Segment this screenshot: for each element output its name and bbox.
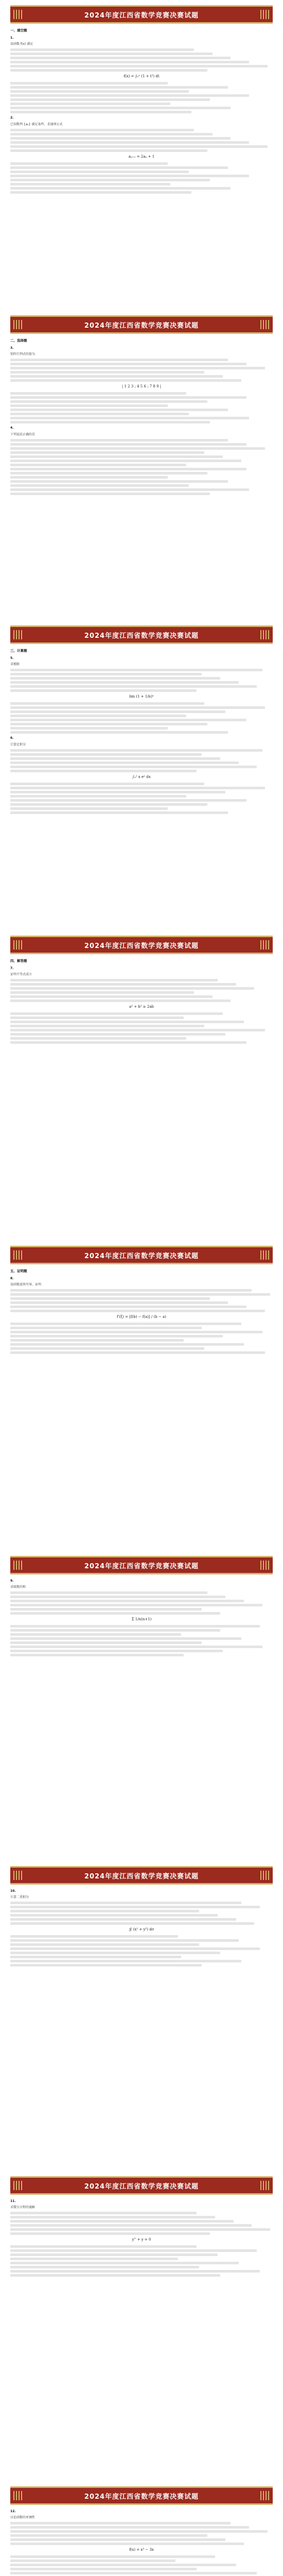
text-line: [10, 2224, 252, 2227]
exam-section: [10, 1556, 273, 1859]
question-text: 计算定积分: [10, 742, 26, 747]
text-line: [10, 1293, 270, 1296]
section-heading: 三、计算题: [10, 649, 27, 653]
question-text: 讨论函数的单调性: [10, 2516, 36, 2520]
question-label: 8.: [10, 1277, 14, 1281]
text-line: [10, 669, 262, 671]
question-label: 3.: [10, 346, 14, 350]
formula: | 1 2 3 ; 4 5 6 ; 7 8 9 |: [121, 384, 162, 389]
text-line: [10, 677, 220, 680]
text-line: [10, 979, 218, 981]
exam-section: [10, 5, 273, 308]
text-line: [10, 162, 168, 165]
text-line: [10, 1289, 252, 1292]
text-line: [10, 706, 265, 709]
text-line: [10, 1922, 254, 1925]
text-line: [10, 141, 249, 144]
formula: ∫₀¹ x eˣ dx: [132, 774, 151, 779]
text-line: [10, 2258, 178, 2260]
section-heading: 五、证明题: [10, 1269, 27, 1273]
text-line: [10, 995, 213, 998]
text-line: [10, 392, 186, 395]
section-banner: [10, 315, 273, 334]
text-line: [10, 753, 202, 756]
text-line: [10, 1327, 202, 1329]
section-banner: [10, 1866, 273, 1885]
text-line: [10, 1956, 181, 1958]
text-line: [10, 421, 210, 423]
banner-title: 2024年度江西省数学竞赛决赛试题: [84, 2493, 199, 2501]
text-line: [10, 1641, 202, 1644]
text-line: [10, 464, 186, 466]
formula: aₙ₊₁ = 2aₙ + 1: [128, 154, 155, 159]
text-line: [10, 2212, 197, 2214]
text-line: [10, 451, 204, 454]
text-line: [10, 983, 236, 986]
text-line: [10, 396, 246, 399]
banner-title: 2024年度江西省数学竞赛决赛试题: [84, 1562, 199, 1570]
text-line: [10, 1943, 199, 1946]
text-line: [10, 1906, 260, 1908]
section-heading: 二、选择题: [10, 338, 27, 343]
text-line: [10, 2530, 268, 2533]
text-line: [10, 1339, 184, 1342]
text-line: [10, 1012, 223, 1015]
text-line: [10, 1297, 210, 1300]
question-label: 2.: [10, 116, 14, 120]
section-banner: [10, 2176, 273, 2195]
question-label: 4.: [10, 426, 14, 430]
text-line: [10, 363, 246, 365]
text-line: [10, 2560, 175, 2562]
question-label: 1.: [10, 36, 14, 40]
text-line: [10, 98, 210, 101]
text-line: [10, 731, 228, 734]
section-content: [10, 1579, 273, 1656]
text-line: [10, 770, 197, 772]
text-line: [10, 472, 207, 474]
text-line: [10, 1016, 184, 1019]
text-line: [10, 723, 207, 725]
text-line: [10, 766, 257, 768]
text-line: [10, 493, 210, 495]
text-line: [10, 145, 268, 148]
text-line: [10, 1964, 202, 1967]
text-line: [10, 2538, 225, 2541]
question-text: 求级数的和: [10, 1585, 26, 1589]
text-line: [10, 367, 265, 369]
section-content: [10, 2509, 273, 2576]
text-line: [10, 1939, 239, 1942]
text-line: [10, 488, 249, 491]
text-line: [10, 710, 225, 713]
text-line: [10, 484, 189, 487]
text-line: [10, 476, 168, 479]
text-line: [10, 171, 189, 173]
text-line: [10, 1600, 244, 1602]
question-text: 求极限: [10, 663, 20, 667]
text-line: [10, 1596, 225, 1598]
text-line: [10, 1331, 262, 1333]
text-line: [10, 82, 168, 84]
question-text: 证明不等式成立: [10, 973, 32, 977]
text-line: [10, 90, 189, 93]
section-content: [10, 1268, 273, 1354]
text-line: [10, 1646, 262, 1648]
text-line: [10, 2253, 218, 2256]
text-line: [10, 129, 194, 131]
text-line: [10, 2216, 215, 2218]
text-line: [10, 1608, 202, 1611]
section-banner: [10, 2486, 273, 2505]
text-line: [10, 991, 194, 994]
formula: Σ 1/n(n+1): [131, 1617, 152, 1622]
question-label: 7.: [10, 967, 14, 971]
text-line: [10, 2270, 260, 2273]
text-line: [10, 359, 228, 361]
text-line: [10, 1029, 265, 1031]
text-line: [10, 191, 191, 194]
section-heading: 四、解答题: [10, 959, 27, 963]
text-line: [10, 2245, 197, 2248]
section-heading: 一、填空题: [10, 28, 27, 32]
banner-title: 2024年度江西省数学竞赛决赛试题: [84, 2182, 199, 2191]
text-line: [10, 761, 239, 764]
text-line: [10, 795, 186, 798]
text-line: [10, 1021, 244, 1023]
text-line: [10, 48, 194, 51]
formula: a² + b² ≥ 2ab: [129, 1005, 154, 1009]
text-line: [10, 69, 207, 72]
text-line: [10, 1306, 246, 1308]
text-line: [10, 2543, 244, 2545]
text-line: [10, 480, 228, 483]
text-line: [10, 2249, 257, 2252]
text-line: [10, 783, 204, 785]
text-line: [10, 57, 231, 59]
exam-section: [10, 2176, 273, 2479]
question-text: 下列说法正确的是: [10, 432, 36, 436]
text-line: [10, 53, 213, 55]
banner-title: 2024年度江西省数学竞赛决赛试题: [84, 942, 199, 950]
text-line: [10, 1323, 241, 1325]
text-line: [10, 1910, 199, 1912]
text-line: [10, 1347, 204, 1350]
text-line: [10, 133, 213, 135]
text-line: [10, 2266, 199, 2268]
text-line: [10, 1650, 223, 1652]
text-line: [10, 179, 210, 181]
text-line: [10, 86, 228, 89]
text-line: [10, 371, 204, 374]
text-line: [10, 2555, 215, 2558]
question-label: 11.: [10, 2199, 16, 2203]
text-line: [10, 166, 228, 169]
question-label: 9.: [10, 1579, 14, 1583]
text-line: [10, 183, 170, 185]
section-content: [10, 2199, 273, 2277]
formula: y'' + y = 0: [132, 2238, 151, 2242]
formula: f(x) = x³ − 3x: [129, 2548, 154, 2552]
text-line: [10, 757, 220, 760]
section-content: [10, 1889, 273, 1967]
text-line: [10, 400, 207, 403]
exam-section: [10, 315, 273, 618]
text-line: [10, 1343, 244, 1346]
exam-section: [10, 625, 273, 928]
text-line: [10, 2262, 239, 2264]
text-line: [10, 1960, 241, 1962]
text-line: [10, 111, 191, 113]
text-line: [10, 1612, 220, 1615]
banner-title: 2024年度江西省数学竞赛决赛试题: [84, 632, 199, 640]
text-line: [10, 439, 228, 442]
text-line: [10, 103, 170, 105]
section-banner: [10, 1246, 273, 1264]
text-line: [10, 65, 268, 67]
text-line: [10, 137, 231, 140]
section-banner: [10, 1556, 273, 1574]
text-line: [10, 2572, 257, 2574]
section-content: [10, 958, 273, 1044]
text-line: [10, 417, 249, 419]
section-content: [10, 28, 273, 194]
exam-section: [10, 1246, 273, 1549]
text-line: [10, 1914, 218, 1917]
question-text: 求微分方程的通解: [10, 2206, 36, 2210]
section-banner: [10, 5, 273, 24]
text-line: [10, 2564, 236, 2566]
question-label: 10.: [10, 1889, 16, 1893]
formula: f(x) = ∫₀ˣ (1 + t²) dt: [123, 74, 160, 79]
question-label: 6.: [10, 736, 14, 740]
text-line: [10, 715, 186, 717]
question-text: 设函数 f(x) 满足: [10, 42, 33, 46]
text-line: [10, 749, 262, 752]
formula: lim (1 + 1/n)ⁿ: [129, 694, 154, 699]
text-line: [10, 1033, 225, 1036]
text-line: [10, 1335, 223, 1337]
text-line: [10, 673, 202, 675]
section-content: [10, 338, 273, 495]
text-line: [10, 413, 189, 415]
text-line: [10, 187, 231, 190]
text-line: [10, 689, 197, 692]
text-line: [10, 61, 249, 63]
text-line: [10, 2526, 249, 2529]
question-label: 5.: [10, 656, 14, 660]
text-line: [10, 1037, 186, 1040]
question-text: 计算二重积分: [10, 1895, 29, 1900]
question-label: 12.: [10, 2510, 16, 2513]
section-content: [10, 648, 273, 814]
text-line: [10, 404, 168, 407]
text-line: [10, 447, 265, 450]
text-line: [10, 1637, 241, 1640]
text-line: [10, 375, 223, 378]
section-banner: [10, 936, 273, 954]
text-line: [10, 1591, 207, 1594]
text-line: [10, 443, 246, 446]
question-text: 已知数列 {aₙ} 满足条件，求通项公式: [10, 122, 63, 126]
text-line: [10, 409, 228, 411]
formula: ∬ (x² + y²) dσ: [129, 1927, 154, 1932]
text-line: [10, 94, 249, 97]
text-line: [10, 1301, 228, 1304]
text-line: [10, 702, 204, 705]
text-line: [10, 685, 257, 688]
text-line: [10, 455, 223, 458]
exam-section: [10, 2486, 273, 2576]
text-line: [10, 1935, 178, 1938]
text-line: [10, 799, 246, 802]
text-line: [10, 1654, 184, 1656]
text-line: [10, 2228, 270, 2231]
text-line: [10, 379, 241, 382]
text-line: [10, 1041, 246, 1044]
text-line: [10, 2274, 220, 2277]
text-line: [10, 2522, 231, 2524]
text-line: [10, 2534, 207, 2537]
text-line: [10, 787, 265, 789]
text-line: [10, 999, 231, 1002]
formula: f'(ξ) = [f(b) − f(a)] / (b − a): [117, 1315, 166, 1319]
text-line: [10, 987, 254, 990]
text-line: [10, 681, 239, 684]
text-line: [10, 807, 168, 810]
text-line: [10, 791, 225, 793]
text-line: [10, 107, 231, 109]
text-line: [10, 1025, 204, 1027]
text-line: [10, 1604, 262, 1606]
banner-title: 2024年度江西省数学竞赛决赛试题: [84, 321, 199, 330]
text-line: [10, 468, 246, 470]
question-text: 设函数连续可导，证明: [10, 1283, 42, 1287]
text-line: [10, 2220, 234, 2223]
banner-title: 2024年度江西省数学竞赛决赛试题: [84, 1252, 199, 1260]
text-line: [10, 1952, 220, 1954]
text-line: [10, 175, 249, 177]
text-line: [10, 1902, 241, 1904]
exam-section: [10, 936, 273, 1239]
text-line: [10, 149, 207, 152]
banner-title: 2024年度江西省数学竞赛决赛试题: [84, 1872, 199, 1880]
question-text: 矩阵行列式的值为: [10, 352, 36, 357]
text-line: [10, 1351, 265, 1354]
text-line: [10, 811, 228, 814]
text-line: [10, 2232, 210, 2235]
section-banner: [10, 625, 273, 644]
text-line: [10, 803, 207, 806]
text-line: [10, 1947, 260, 1950]
text-line: [10, 727, 168, 730]
text-line: [10, 1633, 181, 1636]
text-line: [10, 1625, 260, 1628]
text-line: [10, 1918, 236, 1921]
banner-title: 2024年度江西省数学竞赛决赛试题: [84, 11, 199, 20]
text-line: [10, 719, 246, 721]
exam-section: [10, 1866, 273, 2169]
text-line: [10, 1310, 265, 1312]
text-line: [10, 460, 241, 462]
text-line: [10, 2568, 197, 2570]
text-line: [10, 1629, 220, 1632]
